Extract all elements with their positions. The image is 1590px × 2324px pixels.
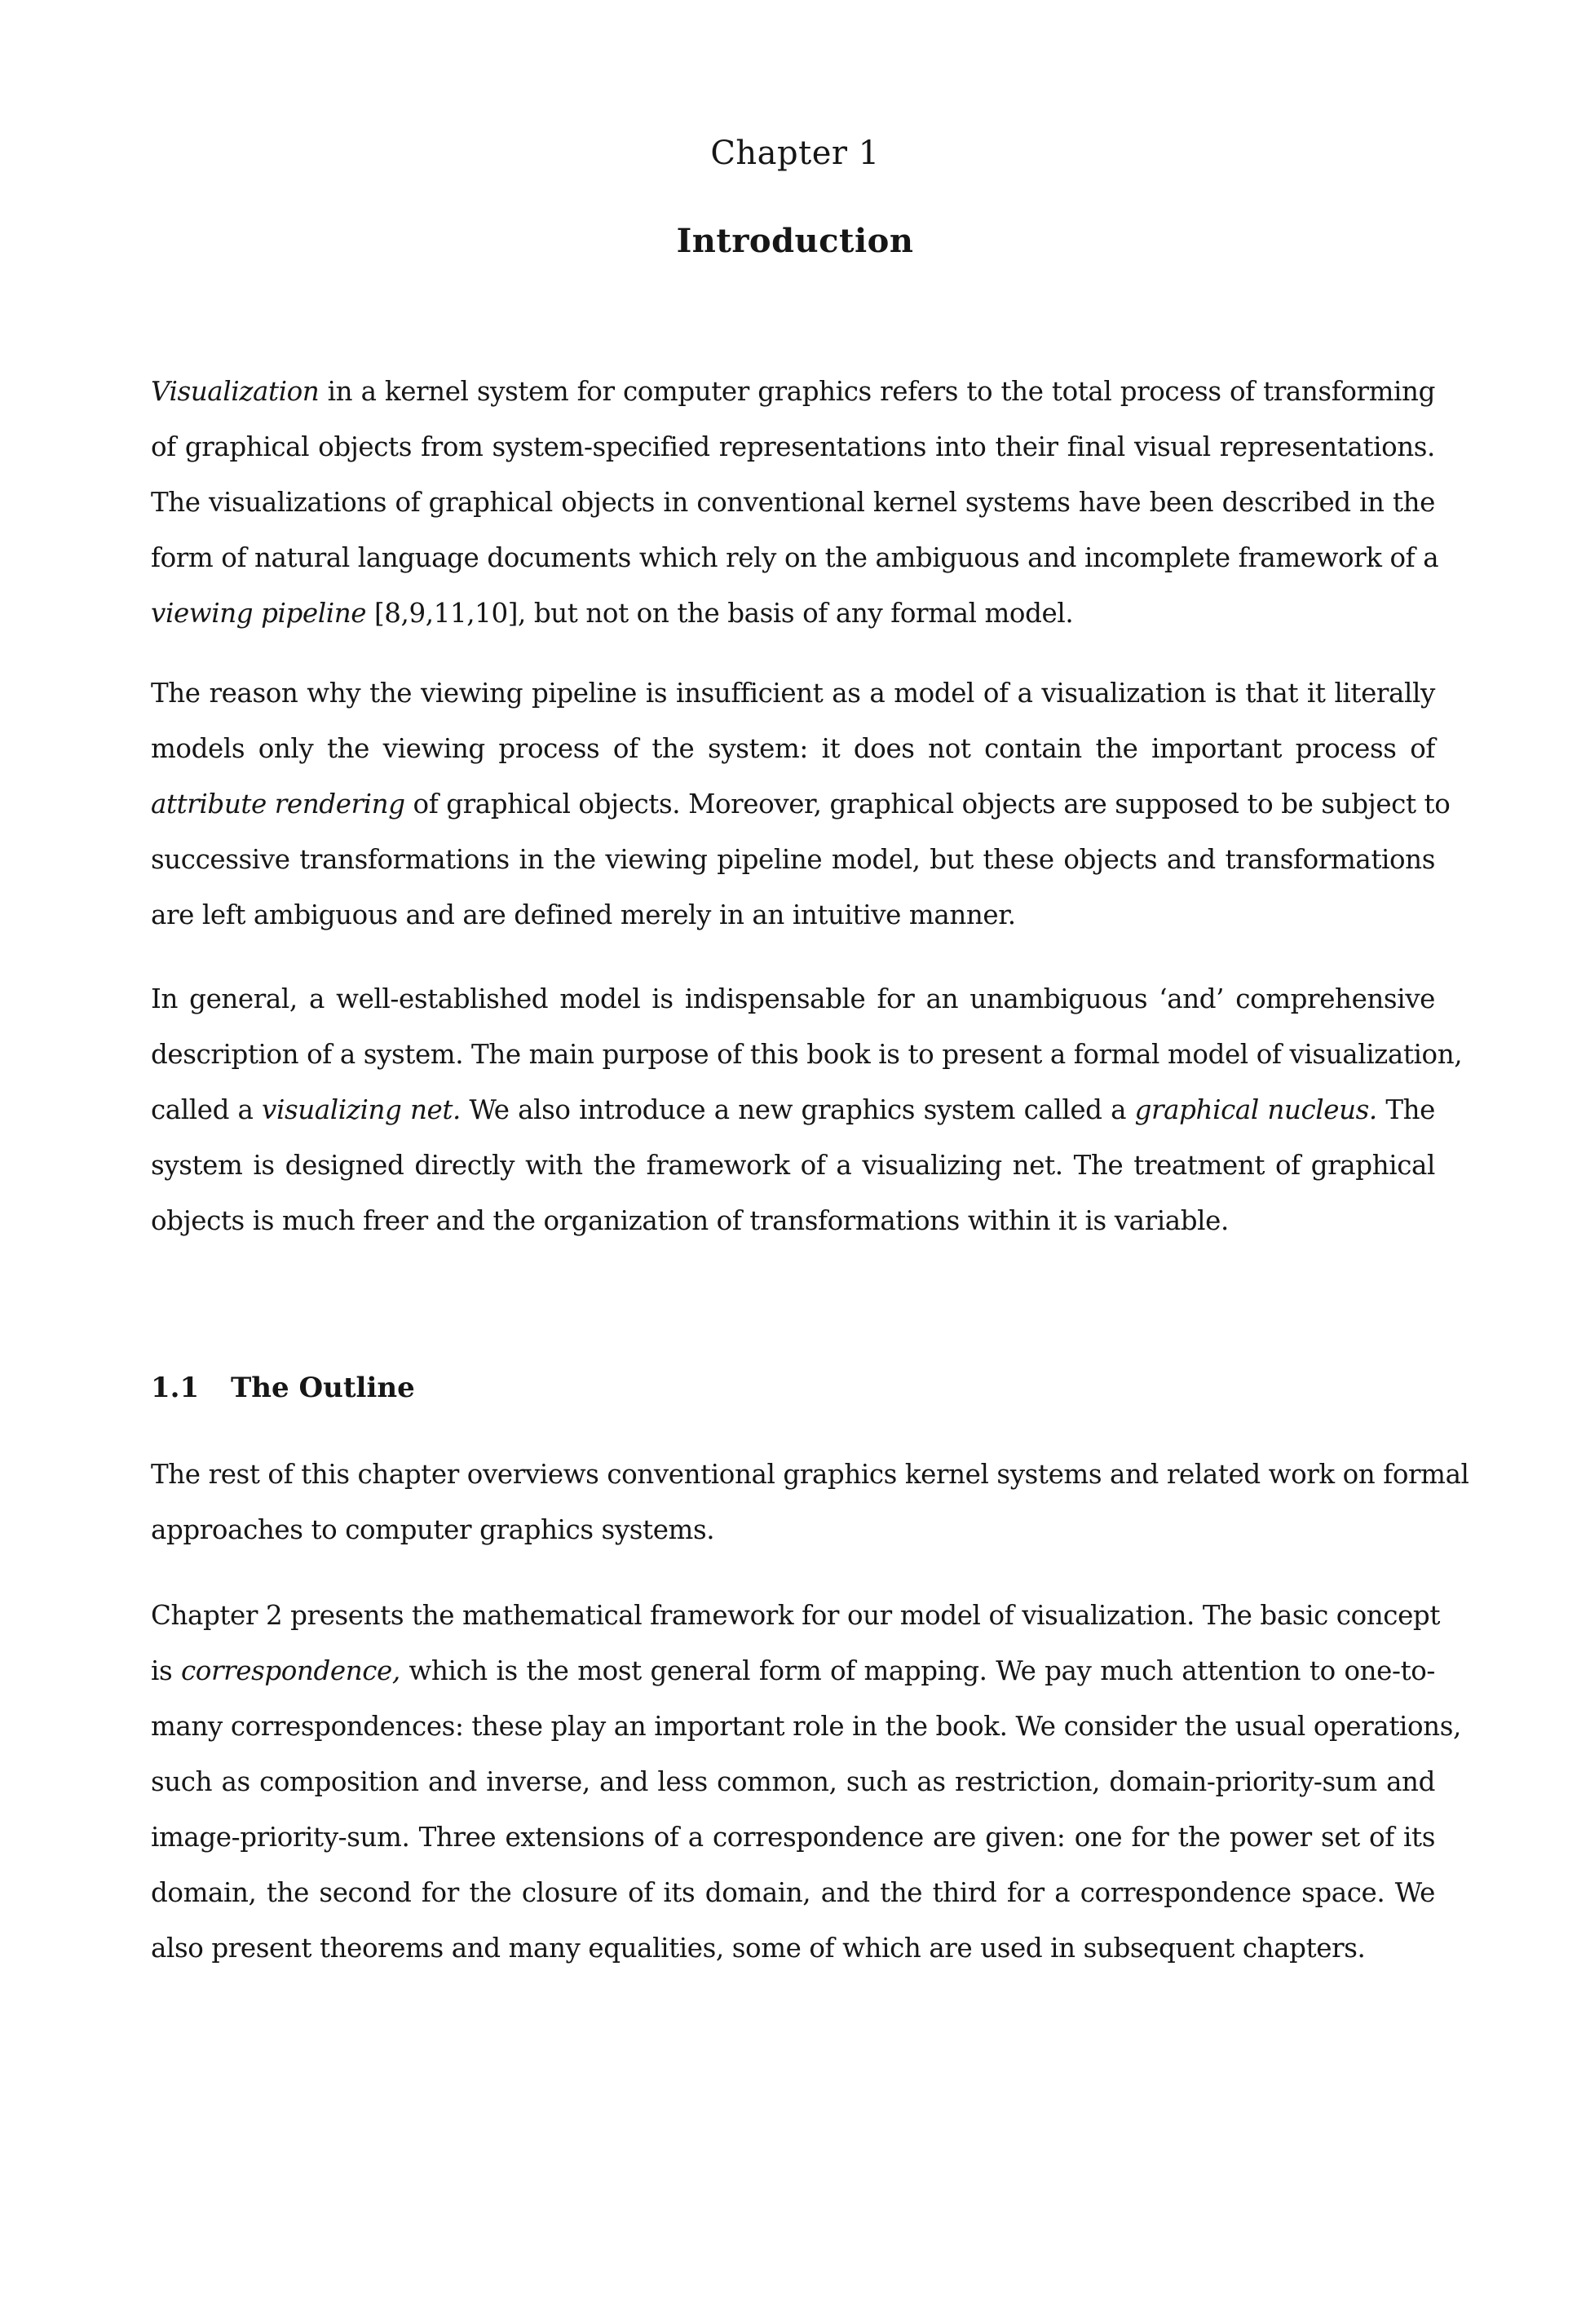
text-line (151, 530, 1439, 585)
italic-term: visualizing net. (262, 1094, 461, 1125)
italic-term: viewing pipeline (151, 598, 367, 629)
text-line (151, 1082, 1435, 1138)
text-line (151, 665, 1435, 721)
section-title: The Outline (231, 1372, 415, 1404)
text-run: description of a system. The main purpose of this book is to present a formal model of visualization, (151, 1039, 1463, 1070)
text-line (151, 475, 1435, 530)
italic-term: graphical nucleus. (1134, 1094, 1377, 1125)
text-line (151, 1138, 1435, 1193)
text-line (151, 419, 1435, 475)
text-run: in a kernel system for computer graphics refers to the total process of transforming (319, 376, 1435, 407)
text-run: In general, a well-established model is indispensable for an unambiguous ‘and’ comprehensive (151, 983, 1435, 1014)
text-run: models only the viewing process of the system: it does not contain the important process of (151, 733, 1435, 764)
italic-term: Visualization (151, 376, 320, 407)
text-run: The rest of this chapter overviews conventional graphics kernel systems and related work on formal (151, 1459, 1469, 1490)
text-run: are left ambiguous and are defined merely in an intuitive manner. (151, 899, 1016, 930)
paragraph-2 (151, 665, 1451, 943)
paragraph-1 (151, 364, 1439, 641)
text-line (151, 1502, 1435, 1557)
text-line (151, 585, 1435, 641)
text-run: which is the most general form of mapping. We pay much attention to one-to- (400, 1655, 1435, 1686)
text-run: The (1376, 1094, 1435, 1125)
text-run: such as composition and inverse, and less common, such as restriction, domain-priority-sum and (151, 1766, 1435, 1797)
text-run: form of natural language documents which rely on the ambiguous and incomplete framework of a (151, 542, 1439, 573)
text-run: approaches to computer graphics systems. (151, 1514, 715, 1545)
text-line (151, 887, 1435, 943)
text-line (151, 1588, 1441, 1643)
text-line (151, 1643, 1435, 1699)
text-run: [8,9,11,10], but not on the basis of any formal model. (366, 598, 1074, 629)
italic-term: correspondence, (181, 1655, 400, 1686)
text-line (151, 1447, 1469, 1502)
text-line (151, 776, 1451, 832)
text-run: The reason why the viewing pipeline is insufficient as a model of a visualization is that it literally (151, 678, 1435, 709)
text-line (151, 721, 1435, 776)
section-heading (151, 1360, 415, 1416)
text-run: called a (151, 1094, 263, 1125)
text-line (151, 971, 1435, 1027)
chapter-title: Introduction (676, 222, 914, 260)
text-line (151, 1699, 1461, 1754)
text-run: domain, the second for the closure of its domain, and the third for a correspondence space. We (151, 1877, 1435, 1908)
text-line (151, 1920, 1435, 1976)
text-run: system is designed directly with the framework of a visualizing net. The treatment of graphical (151, 1150, 1435, 1181)
text-run: image-priority-sum. Three extensions of a correspondence are given: one for the power set of its (151, 1822, 1435, 1853)
paragraph-5 (151, 1588, 1461, 1976)
text-run: also present theorems and many equalities, some of which are used in subsequent chapters. (151, 1933, 1366, 1964)
paragraph-3 (151, 971, 1463, 1248)
text-line (151, 364, 1435, 419)
text-run: is (151, 1655, 181, 1686)
text-run: The visualizations of graphical objects in conventional kernel systems have been described in the (151, 487, 1435, 518)
text-run: of graphical objects. Moreover, graphical objects are supposed to be subject to (404, 789, 1451, 820)
text-line (151, 1809, 1435, 1865)
text-run: objects is much freer and the organization of transformations within it is variable. (151, 1205, 1229, 1236)
text-run: successive transformations in the viewing pipeline model, but these objects and transformations (151, 844, 1435, 875)
text-run: many correspondences: these play an important role in the book. We consider the usual operations, (151, 1711, 1461, 1742)
text-line (151, 1865, 1435, 1920)
section-number: 1.1 (151, 1372, 200, 1404)
text-line (151, 1754, 1435, 1809)
chapter-label: Chapter 1 (710, 135, 880, 172)
text-run: Chapter 2 presents the mathematical framework for our model of visualization. The basic concept (151, 1600, 1441, 1631)
text-run: We also introduce a new graphics system called a (460, 1094, 1135, 1125)
paragraph-4 (151, 1447, 1469, 1557)
italic-term: attribute rendering (151, 789, 405, 820)
text-line (151, 1027, 1463, 1082)
text-run: of graphical objects from system-specified representations into their final visual representations. (151, 431, 1435, 462)
text-line (151, 1193, 1435, 1248)
text-line (151, 832, 1435, 887)
